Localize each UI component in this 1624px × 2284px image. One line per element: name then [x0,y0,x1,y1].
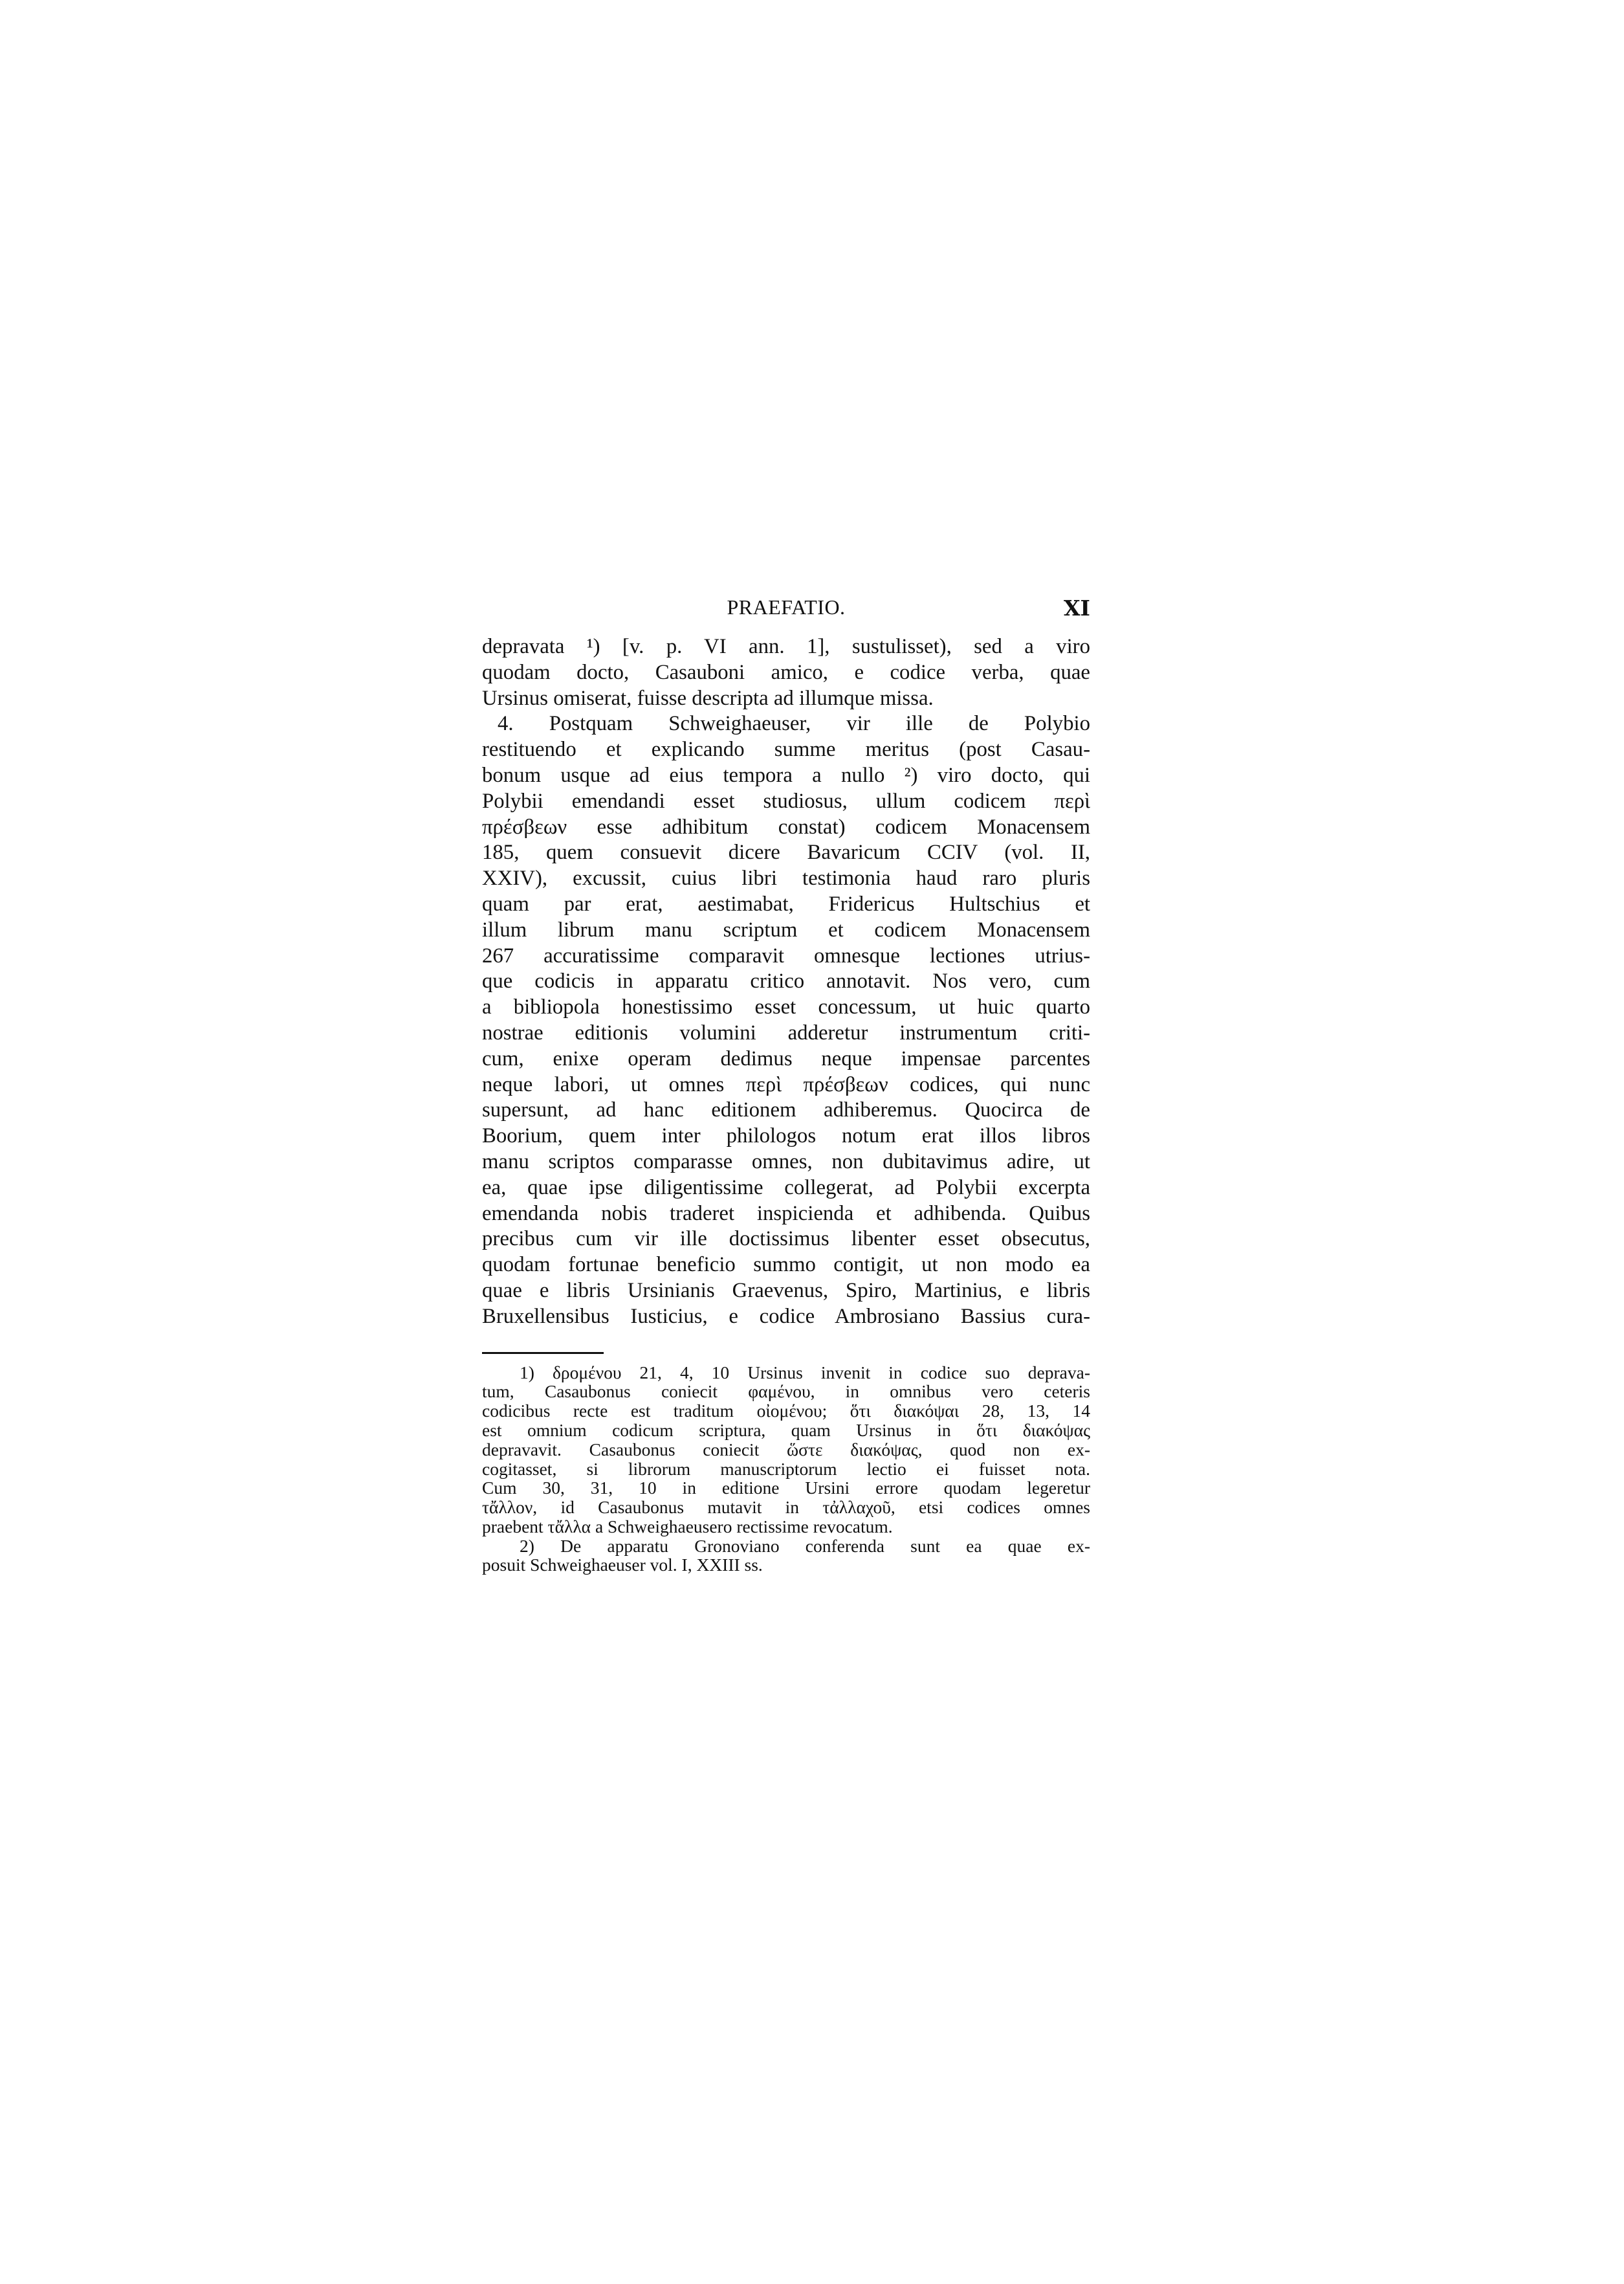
body-line: neque labori, ut omnes περὶ πρέσβεων codices, qui nunc [482,1072,1090,1096]
page-block [482,595,1090,1575]
body-line: quodam fortunae beneficio summo contigit, ut non modo ea [482,1253,1090,1277]
body-line: depravata ¹) [v. p. VI ann. 1], sustulisset), sed a viro [482,635,1090,658]
body-line: 185, quem consuevit dicere Bavaricum CCIV (vol. II, [482,841,1090,865]
footnote-line: posuit Schweighaeuser vol. I, XXIII ss. [482,1555,763,1575]
footnote-line: depravavit. Casaubonus coniecit ὥστε διακόψας, quod non ex- [482,1439,1090,1459]
footnote-line: 2) De apparatu Gronoviano conferenda sunt ea quae ex- [520,1535,1090,1556]
body-line: precibus cum vir ille doctissimus libenter esset obsecutus, [482,1227,1090,1251]
body-line: Boorium, quem inter philologos notum erat illos libros [482,1124,1090,1148]
body-line: Bruxellensibus Iusticius, e codice Ambrosiano Bassius cura- [482,1304,1090,1328]
footnote-line: codicibus recte est traditum οἰομένου; ὅτι διακόψαι 28, 13, 14 [482,1401,1090,1421]
footnote-line: praebent τἄλλα a Schweighaeusero rectissime revocatum. [482,1516,893,1536]
body-line: 4. Postquam Schweighaeuser, vir ille de Polybio [498,712,1090,736]
body-line: quodam docto, Casauboni amico, e codice verba, quae [482,660,1090,684]
footnotes [482,1363,1090,1575]
footnote-line: tum, Casaubonus coniecit φαμένου, in omnibus vero ceteris [482,1381,1090,1402]
body-line: a bibliopola honestissimo esset concessum, ut huic quarto [482,995,1090,1019]
body-line: quam par erat, aestimabat, Fridericus Hultschius et [482,892,1090,916]
footnote-line: τἄλλον, id Casaubonus mutavit in τἀλλαχοῦ, etsi codices omnes [482,1497,1090,1518]
running-head [482,595,1090,626]
body-line: emendanda nobis traderet inspicienda et adhibenda. Quibus [482,1201,1090,1225]
footnote-line: Cum 30, 31, 10 in editione Ursini errore quodam legeretur [482,1478,1090,1498]
running-title: PRAEFATIO. [727,595,846,619]
body-line: manu scriptos comparasse omnes, non dubitavimus adire, ut [482,1149,1090,1173]
body-line: πρέσβεων esse adhibitum constat) codicem Monacensem [482,815,1090,839]
body-line: que codicis in apparatu critico annotavit. Nos vero, cum [482,970,1090,993]
body-line: bonum usque ad eius tempora a nullo ²) viro docto, qui [482,763,1090,787]
body-line: quae e libris Ursinianis Graevenus, Spiro, Martinius, e libris [482,1278,1090,1302]
footnote-rule [482,1352,604,1354]
body-line: illum librum manu scriptum et codicem Monacensem [482,918,1090,942]
body-line: cum, enixe operam dedimus neque impensae parcentes [482,1047,1090,1070]
footnote-line: 1) δρομένου 21, 4, 10 Ursinus invenit in codice suo deprava- [520,1362,1090,1382]
body-line: XXIV), excussit, cuius libri testimonia haud raro pluris [482,867,1090,891]
body-line: supersunt, ad hanc editionem adhiberemus. Quocirca de [482,1098,1090,1122]
page-number: XI [1063,595,1090,621]
body-line: restituendo et explicando summe meritus (post Casau- [482,738,1090,762]
footnote-line: cogitasset, si librorum manuscriptorum lectio ei fuisset nota. [482,1458,1090,1479]
body-line: Ursinus omiserat, fuisse descripta ad illumque missa. [482,686,934,710]
body-line: Polybii emendandi esset studiosus, ullum codicem περὶ [482,789,1090,813]
body-text [482,634,1090,1330]
body-line: 267 accuratissime comparavit omnesque lectiones utrius- [482,944,1090,968]
body-line: ea, quae ipse diligentissime collegerat, ad Polybii excerpta [482,1175,1090,1199]
footnote-line: est omnium codicum scriptura, quam Ursinus in ὅτι διακόψας [482,1419,1090,1440]
body-line: nostrae editionis volumini adderetur instrumentum criti- [482,1021,1090,1045]
